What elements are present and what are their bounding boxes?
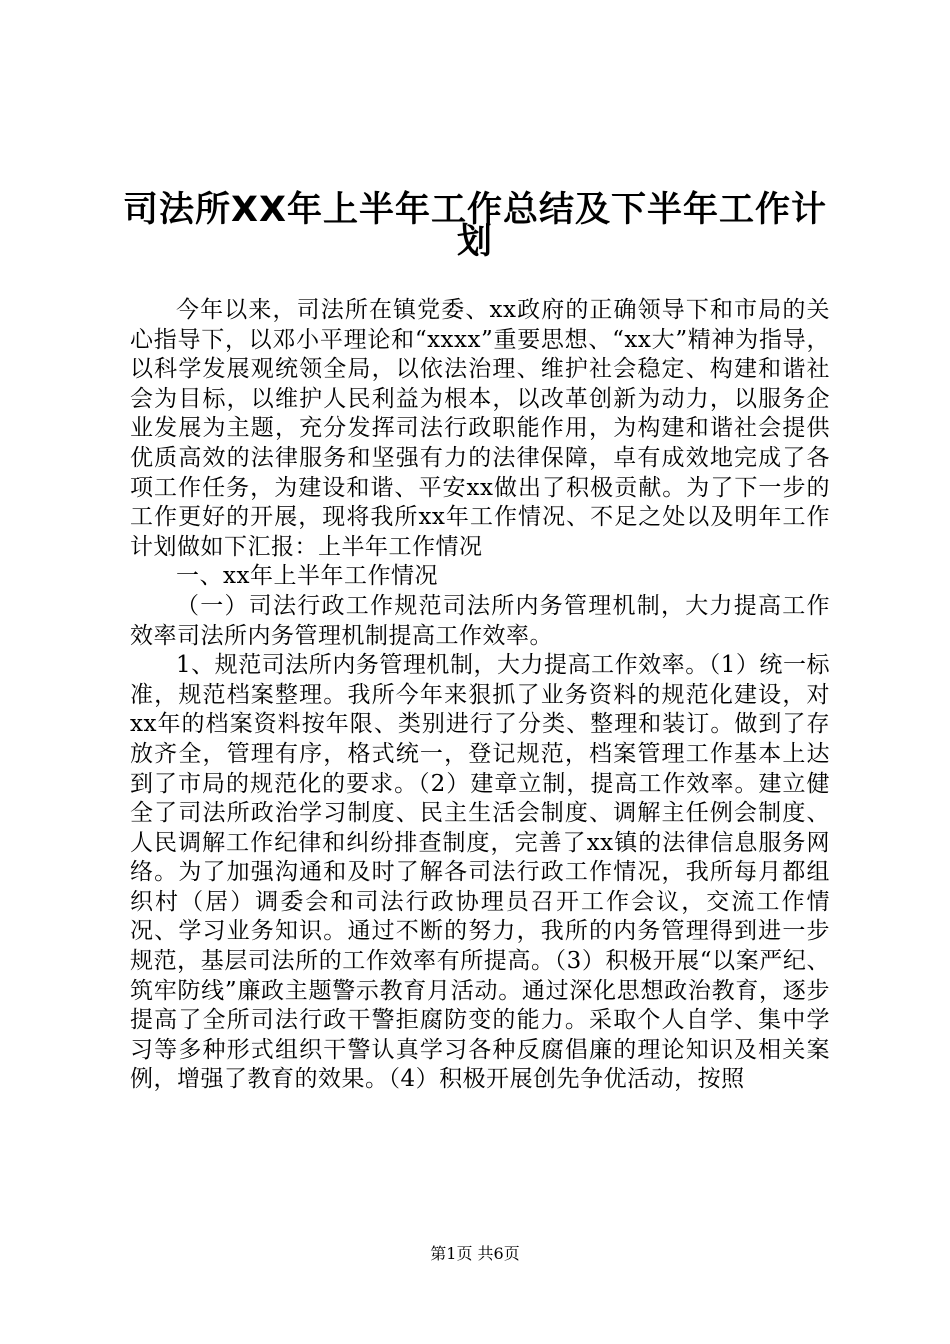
section-heading: 一、xx年上半年工作情况 [176, 563, 438, 590]
page-number-footer: 第1页 共6页 [430, 1244, 520, 1263]
document-title: 司法所XX年上半年工作总结及下半年工作计 [123, 190, 827, 230]
subsection-heading: （一）司法行政工作规范司法所内务管理机制，大力提高工作效率司法所内务管理机制提高工作效率。 [130, 592, 830, 649]
document-title-continuation: 划 [456, 222, 493, 262]
body-paragraph: 1、规范司法所内务管理机制，大力提高工作效率。（1）统一标准，规范档案整理。我所今年来狠抓了业务资料的规范化建设，对xx年的档案资料按年限、类别进行了分类、整理和装订。做到了存放齐全，管理有序，格式统一，登记规范，档案管理工作基本上达到了市局的规范化的要求。（2）建章立制，提高工作效率。建立健全了司法所政治学习制度、民主生活会制度、调解主任例会制度、人民调解工作纪律和纠纷排查制度，完善了xx镇的法律信息服务网络。为了加强沟通和及时了解各司法行政工作情况，我所每月都组织村（居）调委会和司法行政协理员召开工作会议，交流工作情况、学习业务知识。通过不断的努力，我所的内务管理得到进一步规范，基层司法所的工作效率有所提高。（3）积极开展“以案严纪、筑牢防线”廉政主题警示教育月活动。通过深化思想政治教育，逐步提高了全所司法行政干警拒腐防变的能力。采取个人自学、集中学习等多种形式组织干警认真学习各种反腐倡廉的理论知识及相关案例，增强了教育的效果。（4）积极开展创先争优活动，按照 [130, 652, 830, 1093]
document-body [130, 296, 830, 1095]
intro-paragraph: 今年以来，司法所在镇党委、xx政府的正确领导下和市局的关心指导下，以邓小平理论和“xxxx”重要思想、“xx大”精神为指导，以科学发展观统领全局，以依法治理、维护社会稳定、构建和谐社会为目标，以维护人民利益为根本，以改革创新为动力，以服务企业发展为主题，充分发挥司法行政职能作用，为构建和谐社会提供优质高效的法律服务和坚强有力的法律保障，卓有成效地完成了各项工作任务，为建设和谐、平安xx做出了积极贡献。为了下一步的工作更好的开展，现将我所xx年工作情况、不足之处以及明年工作计划做如下汇报：上半年工作情况 [130, 297, 830, 560]
